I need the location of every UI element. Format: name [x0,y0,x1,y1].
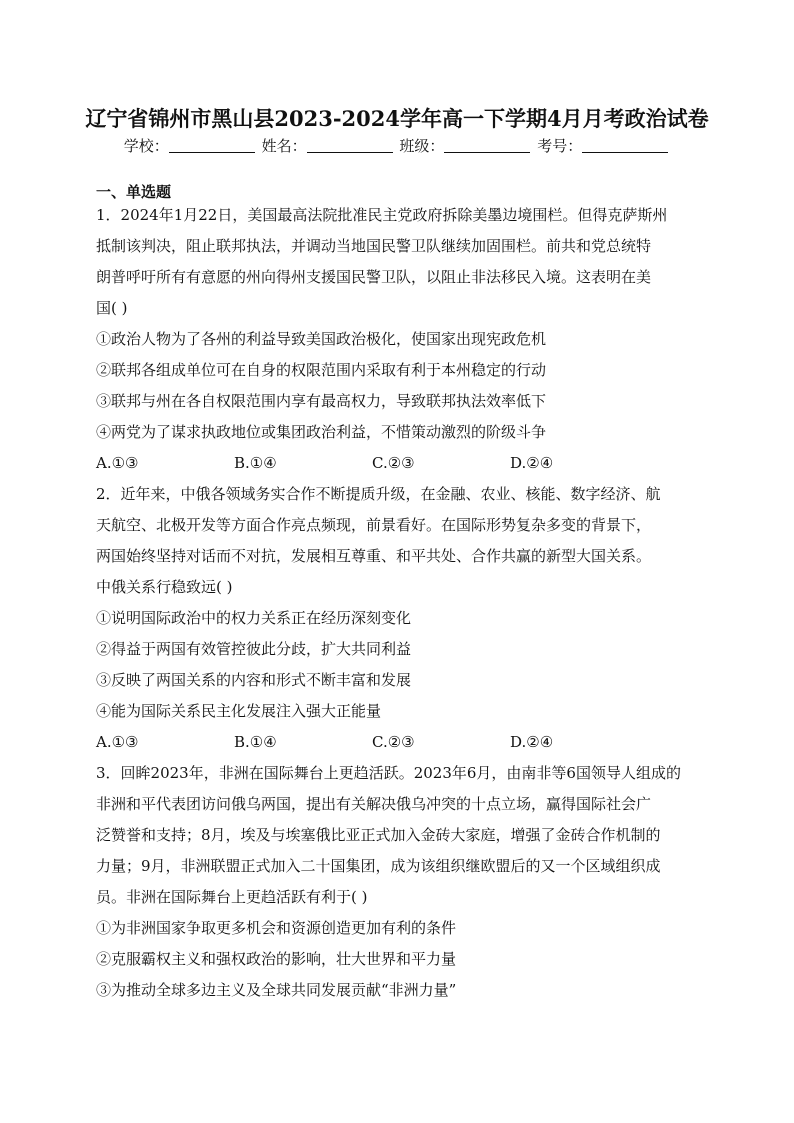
statement-item: ②克服霸权主义和强权政治的影响，壮大世界和平力量 [96,950,457,968]
question-2 [96,479,696,758]
name-blank [307,138,393,153]
question-stem-line: 抵制该判决，阻止联邦执法，并调动当地国民警卫队继续加固围栏。前共和党总统特 [96,237,652,255]
statement-item: ④两党为了谋求执政地位或集团政治利益，不惜策动激烈的阶级斗争 [96,423,547,441]
question-stem-line: 2．近年来，中俄各领域务实合作不断提质升级，在金融、农业、核能、数字经济、航 [96,485,661,503]
questions-container [96,200,696,1006]
option-b[interactable]: B.①④ [234,733,277,751]
question-stem-line: 国( ) [96,299,128,317]
school-label: 学校： [123,137,169,155]
section-title: 一、单选题 [96,183,172,201]
statement-item: ①为非洲国家争取更多机会和资源创造更加有利的条件 [96,919,457,937]
option-a[interactable]: A.①③ [96,454,139,472]
question-stem-line: 两国始终坚持对话而不对抗，发展相互尊重、和平共处、合作共赢的新型大国关系。 [96,547,652,565]
question-stem-line: 力量；9月，非洲联盟正式加入二十国集团，成为该组织继欧盟后的又一个区域组织成 [96,857,661,875]
option-c[interactable]: C.②③ [372,454,415,472]
statement-item: ④能为国际关系民主化发展注入强大正能量 [96,702,382,720]
question-3 [96,758,696,1006]
statement-item: ③为推动全球多边主义及全球共同发展贡献“非洲力量” [96,981,457,999]
option-a[interactable]: A.①③ [96,733,139,751]
statement-item: ③联邦与州在各自权限范围内享有最高权力，导致联邦执法效率低下 [96,392,547,410]
question-stem-line: 中俄关系行稳致远( ) [96,578,233,596]
school-blank [169,138,255,153]
name-label: 姓名： [261,137,307,155]
question-stem-line: 天航空、北极开发等方面合作亮点频现，前景看好。在国际形势复杂多变的背景下， [96,516,652,534]
question-stem-line: 非洲和平代表团访问俄乌两国，提出有关解决俄乌冲突的十点立场，赢得国际社会广 [96,795,652,813]
option-b[interactable]: B.①④ [234,454,277,472]
student-info-line [0,135,794,156]
question-stem-line: 员。非洲在国际舞台上更趋活跃有利于( ) [96,888,368,906]
statement-item: ①政治人物为了各州的利益导致美国政治极化，使国家出现宪政危机 [96,330,547,348]
question-stem-line: 1．2024年1月22日，美国最高法院批准民主党政府拆除美墨边境围栏。但得克萨斯州 [96,206,668,224]
class-label: 班级： [399,137,445,155]
exam-title: 辽宁省锦州市黑山县2023-2024学年高一下学期4月月考政治试卷 [85,106,709,131]
question-stem-line: 朗普呼吁所有有意愿的州向得州支援国民警卫队，以阻止非法移民入境。这表明在美 [96,268,652,286]
option-d[interactable]: D.②④ [510,733,554,751]
answer-options [96,727,696,758]
class-blank [444,138,530,153]
answer-options [96,448,696,479]
option-d[interactable]: D.②④ [510,454,554,472]
exam-number-label: 考号： [537,137,583,155]
statement-item: ②联邦各组成单位可在自身的权限范围内采取有利于本州稳定的行动 [96,361,547,379]
question-stem-line: 3．回眸2023年，非洲在国际舞台上更趋活跃。2023年6月，由南非等6国领导人组成的 [96,764,681,782]
exam-number-blank [582,138,668,153]
statement-item: ③反映了两国关系的内容和形式不断丰富和发展 [96,671,412,689]
question-1 [96,200,696,479]
question-stem-line: 泛赞誉和支持；8月，埃及与埃塞俄比亚正式加入金砖大家庭，增强了金砖合作机制的 [96,826,661,844]
statement-item: ②得益于两国有效管控彼此分歧，扩大共同利益 [96,640,412,658]
statement-item: ①说明国际政治中的权力关系正在经历深刻变化 [96,609,412,627]
option-c[interactable]: C.②③ [372,733,415,751]
